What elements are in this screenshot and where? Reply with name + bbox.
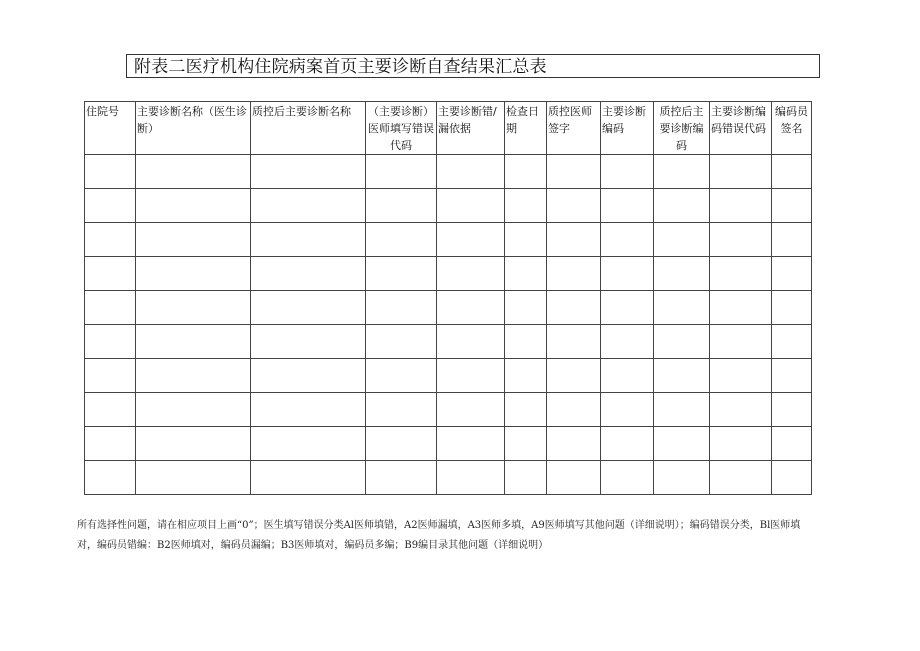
- page-title: 附表二医疗机构住院病案首页主要诊断自查结果汇总表: [134, 57, 547, 77]
- header-error-basis: 主要诊断错/漏依据: [437, 102, 505, 155]
- table-cell[interactable]: [251, 223, 366, 257]
- table-cell[interactable]: [136, 189, 251, 223]
- table-cell[interactable]: [772, 189, 812, 223]
- footnote: 所有选择性问题，请在相应项目上画“0”；医生填写错误分类Al医师填错，A2医师漏填，A3医师多填，A9医师填写其他问题（详细说明）；编码错误分类，Bl医师填对，编码员错编：B2医师填对，编码员漏编；B3医师填对，编码员多编；B9编目录其他问题（详细说明）: [77, 520, 801, 551]
- table-cell[interactable]: [601, 257, 654, 291]
- table-cell[interactable]: [601, 291, 654, 325]
- table-cell[interactable]: [547, 291, 601, 325]
- table-cell[interactable]: [654, 461, 710, 495]
- header-physician-error-code: （主要诊断）医师填写错误代码: [366, 102, 437, 155]
- table-cell[interactable]: [366, 155, 437, 189]
- table-cell[interactable]: [601, 427, 654, 461]
- table-cell[interactable]: [547, 257, 601, 291]
- table-cell[interactable]: [136, 359, 251, 393]
- table-row: [85, 325, 812, 359]
- title-box: [126, 54, 820, 78]
- table-cell[interactable]: [437, 189, 505, 223]
- table-row: [85, 393, 812, 427]
- table-cell[interactable]: [437, 291, 505, 325]
- table-cell[interactable]: [772, 393, 812, 427]
- table-cell[interactable]: [710, 223, 772, 257]
- table-cell[interactable]: [85, 393, 136, 427]
- table-cell[interactable]: [654, 291, 710, 325]
- table-cell[interactable]: [654, 393, 710, 427]
- table-cell[interactable]: [547, 223, 601, 257]
- table-cell[interactable]: [366, 223, 437, 257]
- table-cell[interactable]: [601, 189, 654, 223]
- table-row: [85, 155, 812, 189]
- table-cell[interactable]: [772, 155, 812, 189]
- table-cell[interactable]: [710, 359, 772, 393]
- table-cell[interactable]: [251, 461, 366, 495]
- table-cell[interactable]: [366, 427, 437, 461]
- table-row: [85, 427, 812, 461]
- table-cell[interactable]: [85, 189, 136, 223]
- table-cell[interactable]: [710, 257, 772, 291]
- table-cell[interactable]: [547, 393, 601, 427]
- table-cell[interactable]: [366, 393, 437, 427]
- table-cell[interactable]: [601, 325, 654, 359]
- table-row: [85, 291, 812, 325]
- table-cell[interactable]: [136, 427, 251, 461]
- table-cell[interactable]: [366, 189, 437, 223]
- table-cell[interactable]: [710, 325, 772, 359]
- table-cell[interactable]: [251, 291, 366, 325]
- table-cell[interactable]: [654, 223, 710, 257]
- table-row: [85, 359, 812, 393]
- table-cell[interactable]: [547, 359, 601, 393]
- table-cell[interactable]: [772, 257, 812, 291]
- table-cell[interactable]: [654, 325, 710, 359]
- table-cell[interactable]: [251, 257, 366, 291]
- table-cell[interactable]: [505, 359, 547, 393]
- table-cell[interactable]: [601, 359, 654, 393]
- table-cell[interactable]: [437, 359, 505, 393]
- header-inpatient-no: 住院号: [85, 102, 136, 155]
- table-cell[interactable]: [601, 393, 654, 427]
- table-cell[interactable]: [251, 189, 366, 223]
- table-cell[interactable]: [85, 223, 136, 257]
- header-coding-error-code: 主要诊断编码错误代码: [710, 102, 772, 155]
- table-cell[interactable]: [547, 155, 601, 189]
- table-cell[interactable]: [710, 155, 772, 189]
- table-cell[interactable]: [251, 359, 366, 393]
- table-cell[interactable]: [547, 427, 601, 461]
- table-row: [85, 223, 812, 257]
- table-cell[interactable]: [654, 189, 710, 223]
- table-cell[interactable]: [654, 359, 710, 393]
- table-cell[interactable]: [601, 155, 654, 189]
- table-cell[interactable]: [366, 257, 437, 291]
- table-cell[interactable]: [437, 427, 505, 461]
- table-row: [85, 189, 812, 223]
- table-cell[interactable]: [505, 325, 547, 359]
- table-body: [85, 155, 812, 495]
- table-row: [85, 461, 812, 495]
- table-cell[interactable]: [437, 393, 505, 427]
- table-cell[interactable]: [437, 223, 505, 257]
- table-cell[interactable]: [505, 223, 547, 257]
- table-cell[interactable]: [505, 257, 547, 291]
- header-coder-signature: 编码员签名: [772, 102, 812, 155]
- table-cell[interactable]: [505, 291, 547, 325]
- header-main-diagnosis-code: 主要诊断编码: [601, 102, 654, 155]
- table-cell[interactable]: [85, 155, 136, 189]
- table-cell[interactable]: [601, 461, 654, 495]
- table-cell[interactable]: [85, 291, 136, 325]
- header-qc-main-diagnosis-code: 质控后主要诊断编码: [654, 102, 710, 155]
- table-cell[interactable]: [251, 427, 366, 461]
- table-cell[interactable]: [366, 291, 437, 325]
- table-cell[interactable]: [547, 461, 601, 495]
- table-cell[interactable]: [710, 393, 772, 427]
- header-qc-main-diagnosis-name: 质控后主要诊断名称: [251, 102, 366, 155]
- summary-table: [84, 101, 812, 495]
- table-cell[interactable]: [505, 189, 547, 223]
- table-cell[interactable]: [251, 325, 366, 359]
- table-cell[interactable]: [136, 291, 251, 325]
- table-cell[interactable]: [710, 291, 772, 325]
- table-cell[interactable]: [437, 257, 505, 291]
- table-cell[interactable]: [437, 461, 505, 495]
- table-cell[interactable]: [654, 155, 710, 189]
- table-cell[interactable]: [85, 427, 136, 461]
- table-cell[interactable]: [366, 461, 437, 495]
- table-cell[interactable]: [437, 155, 505, 189]
- table-cell[interactable]: [366, 359, 437, 393]
- table-cell[interactable]: [85, 257, 136, 291]
- table-cell[interactable]: [136, 257, 251, 291]
- table-row: [85, 257, 812, 291]
- table-cell[interactable]: [505, 461, 547, 495]
- header-main-diagnosis-name: 主要诊断名称（医生诊断）: [136, 102, 251, 155]
- table-cell[interactable]: [547, 189, 601, 223]
- table-cell[interactable]: [251, 155, 366, 189]
- table-cell[interactable]: [772, 461, 812, 495]
- header-check-date: 检查日期: [505, 102, 547, 155]
- table-cell[interactable]: [437, 325, 505, 359]
- table-cell[interactable]: [772, 291, 812, 325]
- table-cell[interactable]: [251, 393, 366, 427]
- table-cell[interactable]: [654, 427, 710, 461]
- table-cell[interactable]: [505, 393, 547, 427]
- table-cell[interactable]: [85, 359, 136, 393]
- table-cell[interactable]: [772, 325, 812, 359]
- header-row: [85, 102, 812, 155]
- table-cell[interactable]: [85, 325, 136, 359]
- table-cell[interactable]: [366, 325, 437, 359]
- table-cell[interactable]: [136, 393, 251, 427]
- table-cell[interactable]: [601, 223, 654, 257]
- table-cell[interactable]: [654, 257, 710, 291]
- table-cell[interactable]: [136, 325, 251, 359]
- table-cell[interactable]: [136, 461, 251, 495]
- table-cell[interactable]: [85, 461, 136, 495]
- table-cell[interactable]: [710, 461, 772, 495]
- table-cell[interactable]: [505, 427, 547, 461]
- table-cell[interactable]: [710, 427, 772, 461]
- table-cell[interactable]: [710, 189, 772, 223]
- table-cell[interactable]: [547, 325, 601, 359]
- table-cell[interactable]: [505, 155, 547, 189]
- table-cell[interactable]: [136, 155, 251, 189]
- header-qc-physician-signature: 质控医师签字: [547, 102, 601, 155]
- table-cell[interactable]: [772, 223, 812, 257]
- table-cell[interactable]: [772, 359, 812, 393]
- table-cell[interactable]: [136, 223, 251, 257]
- table-cell[interactable]: [772, 427, 812, 461]
